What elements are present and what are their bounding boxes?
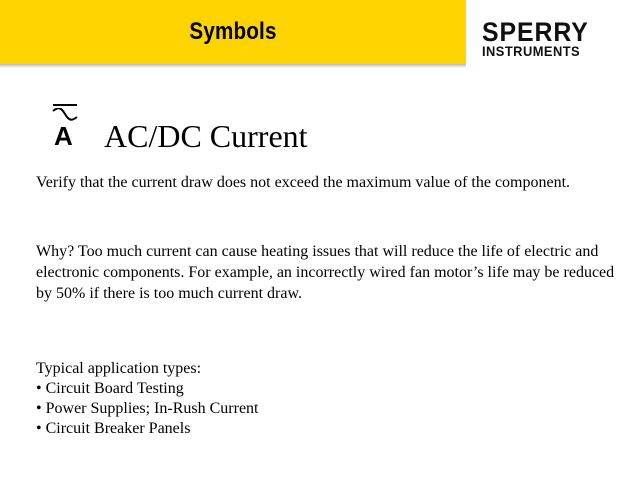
sperry-logo: [482, 17, 598, 59]
ac-wave-icon: [52, 108, 78, 122]
ac-dc-current-icon: [50, 104, 80, 150]
header-shadow: [0, 64, 466, 68]
list-item: • Power Supplies; In-Rush Current: [36, 399, 258, 419]
dc-line: [53, 104, 77, 106]
application-list: [36, 379, 258, 439]
list-item: • Circuit Breaker Panels: [36, 419, 258, 439]
logo-line-2: INSTRUMENTS: [482, 43, 581, 59]
slide-title: Symbols: [189, 18, 277, 45]
symbol-title: AC/DC Current: [104, 118, 308, 154]
logo-line-1: SPERRY: [482, 17, 589, 47]
verify-paragraph: Verify that the current draw does not exceed the maximum value of the component.: [36, 174, 571, 191]
list-item: • Circuit Board Testing: [36, 379, 258, 399]
typical-heading: Typical application types:: [36, 360, 202, 377]
symbol-letter: A: [54, 121, 73, 151]
why-paragraph: Why? Too much current can cause heating issues that will reduce the life of electric and electronic components. For example, an incorrectly wired fan motor’s life may be reduced by 50% if there is too much current draw.: [36, 243, 615, 302]
